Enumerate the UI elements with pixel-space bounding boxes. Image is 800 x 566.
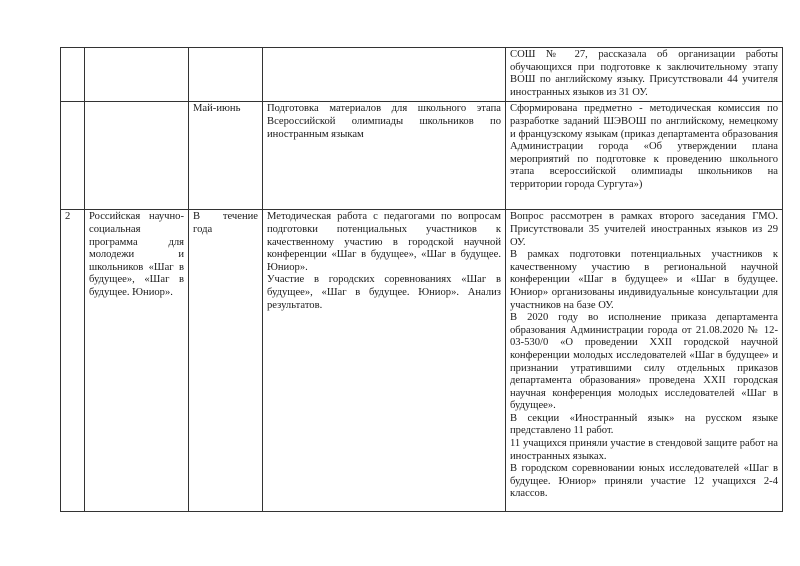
table-row: [61, 102, 783, 210]
result-paragraph: Вопрос рассмотрен в рамках второго заседания ГМО. Присутствовали 35 учителей иностранных языков из 29 ОУ.: [510, 211, 778, 248]
cell-number: [61, 102, 85, 210]
result-paragraph: 11 учащихся приняли участие в стендовой защите работ на иностранных языках.: [510, 438, 778, 462]
cell-period: Май-июнь: [189, 102, 263, 210]
result-paragraph: В городском соревновании юных исследователей «Шаг в будущее. Юниор» приняли участие 12 учащихся 2-4 классов.: [510, 463, 778, 500]
cell-period: В течение года: [189, 210, 263, 512]
result-paragraph: В секции «Иностранный язык» на русском языке представлено 11 работ.: [510, 412, 778, 437]
cell-number: [61, 48, 85, 102]
activity-table: [60, 47, 783, 512]
activity-paragraph: Участие в городских соревнованиях «Шаг в будущее», «Шаг в будущее. Юниор». Анализ результатов.: [267, 274, 501, 311]
cell-period: [189, 48, 263, 102]
cell-program: [85, 48, 189, 102]
result-paragraph: В 2020 году во исполнение приказа департамента образования Администрации города от 21.08.2020 № 12-03-530/0 «О проведении XXII городской научной конференции молодых исследователей «Шаг в будущее» и признании утратившими силу отдельных приказов департамента образования» проведена XXII городская научная конференция молодых исследователей «Шаг в будущее».: [510, 312, 778, 412]
result-paragraph: В рамках подготовки потенциальных участников к качественному участию в региональной научной конференции «Шаг в будущее» и «Шаг в будущее. Юниор» организованы индивидуальные консультации для участников на базе ОУ.: [510, 249, 778, 311]
cell-activity: [263, 210, 506, 512]
cell-result: [506, 48, 783, 102]
cell-result: [506, 210, 783, 512]
result-paragraph: СОШ № 27, рассказала об организации работы обучающихся при подготовке к заключительному этапу ВОШ по английскому языку. Присутствовали 44 учителя иностранных языков из 31 ОУ.: [510, 49, 778, 98]
result-paragraph: Сформирована предметно - методическая комиссия по разработке заданий ШЭВОШ по английскому, немецкому и французскому языкам (приказ департамента образования Администрации города «Об утверждении плана мероприятий по подготовке к проведению школьного этапа всероссийской олимпиады школьников на территории города Сургута»): [510, 103, 778, 190]
activity-paragraph: Методическая работа с педагогами по вопросам подготовки потенциальных участников к качественному участию в городской научной конференции «Шаг в будущее», «Шаг в будущее. Юниор».: [267, 211, 501, 273]
cell-number: 2: [61, 210, 85, 512]
cell-result: [506, 102, 783, 210]
cell-program: Российская научно-социальная программа для молодежи и школьников «Шаг в будущее», «Шаг в будущее. Юниор».: [85, 210, 189, 512]
table-row: [61, 48, 783, 102]
cell-program: [85, 102, 189, 210]
cell-activity: [263, 48, 506, 102]
cell-activity: Подготовка материалов для школьного этапа Всероссийской олимпиады школьников по иностранным языкам: [263, 102, 506, 210]
table-row: [61, 210, 783, 512]
